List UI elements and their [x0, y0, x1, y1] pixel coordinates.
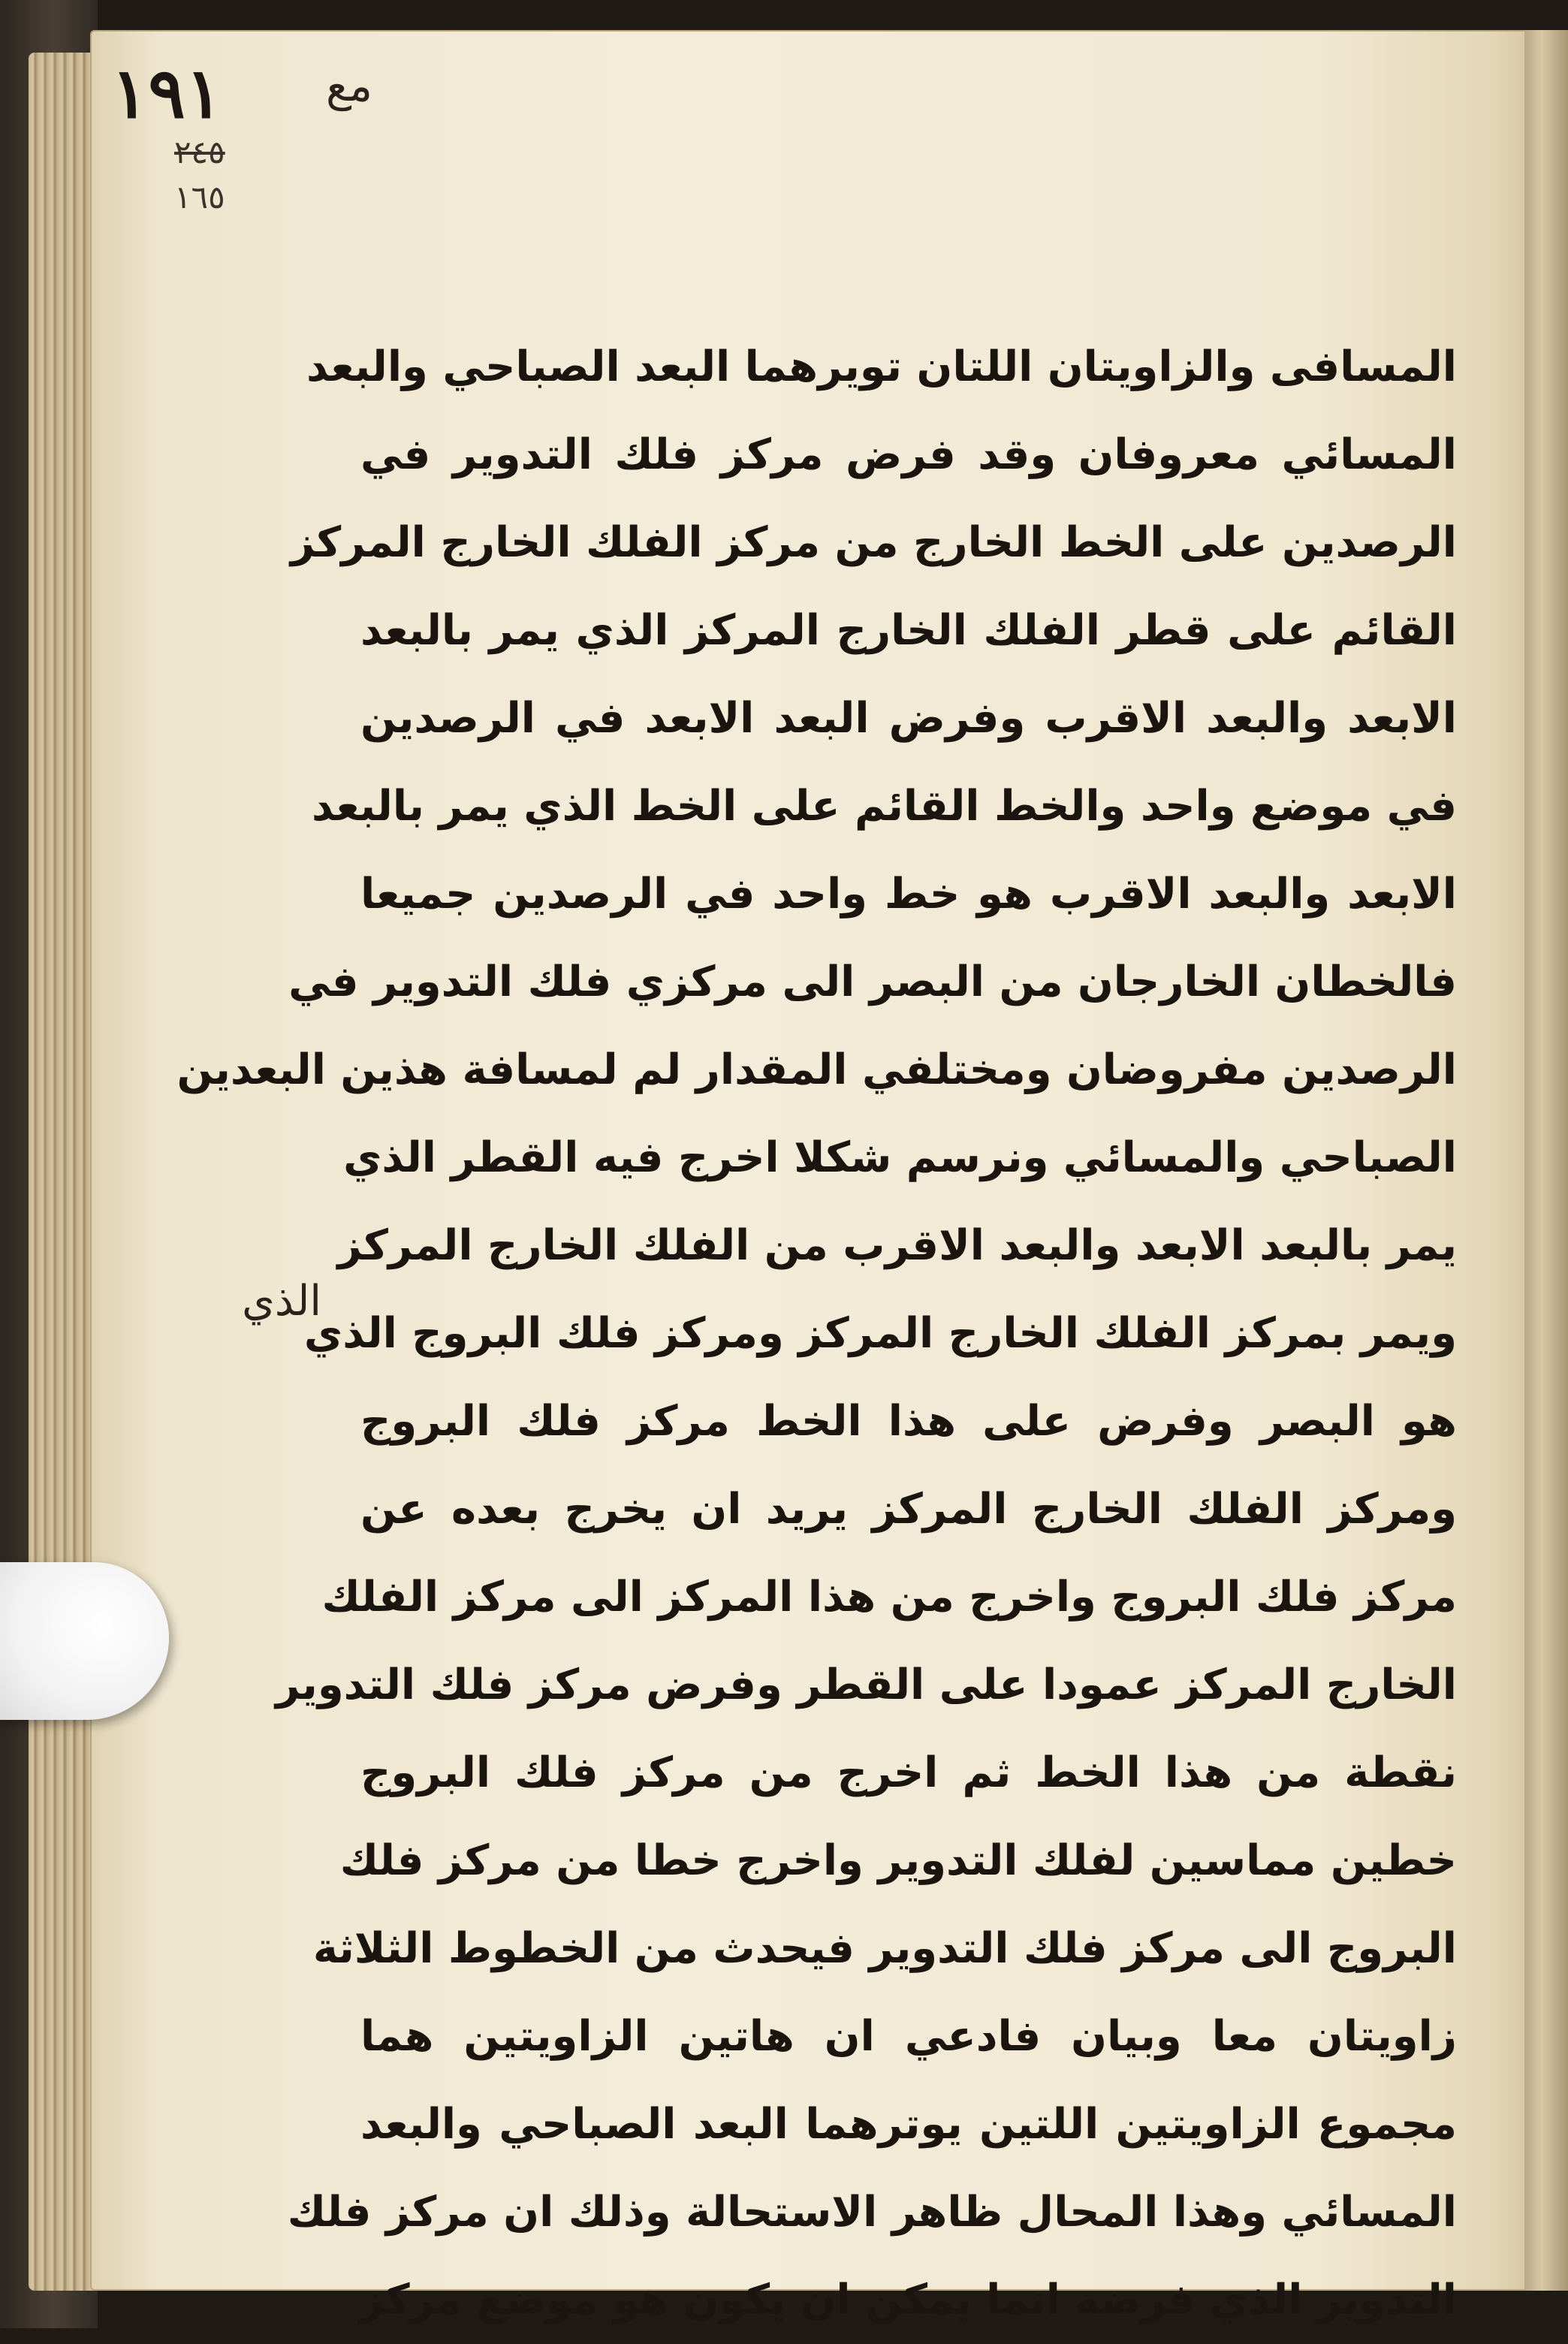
bookmark-tab — [0, 1562, 169, 1720]
text-line: القائم على قطر الفلك الخارج المركز الذي يمر بالبعد — [360, 606, 1457, 655]
text-line: فالخطان الخارجان من البصر الى مركزي فلك التدوير في — [288, 958, 1457, 1006]
text-line: الابعد والبعد الاقرب هو خط واحد في الرصدين جميعا — [360, 870, 1457, 919]
text-line: خطين مماسين لفلك التدوير واخرج خطا من مركز فلك — [339, 1836, 1457, 1885]
text-line: التدوير الذي فرضه انما يمكن ان يكون هو موضع مركز — [359, 2276, 1457, 2324]
text-line: نقطة من هذا الخط ثم اخرج من مركز فلك البروج — [360, 1748, 1457, 1797]
text-line: زاويتان معا وبيان فادعي ان هاتين الزاويتين هما — [360, 2012, 1457, 2061]
text-line: المسافى والزاويتان اللتان تويرهما البعد الصباحي والبعد — [306, 342, 1457, 391]
top-margin-note: مع — [326, 60, 372, 111]
text-line: الصباحي والمسائي ونرسم شكلا اخرج فيه القطر الذي — [343, 1133, 1457, 1182]
text-line: الابعد والبعد الاقرب وفرض البعد الابعد في الرصدين — [360, 694, 1457, 743]
text-line: البروج الى مركز فلك التدوير فيحدث من الخطوط الثلاثة — [312, 1924, 1457, 1973]
margin-correction-note: الذي — [242, 1277, 321, 1326]
text-line: الخارج المركز عمودا على القطر وفرض مركز فلك التدوير — [275, 1661, 1457, 1709]
text-line: مركز فلك البروج واخرج من هذا المركز الى مركز الفلك — [321, 1573, 1457, 1621]
text-line: يمر بالبعد الابعد والبعد الاقرب من الفلك الخارج المركز — [337, 1221, 1457, 1270]
text-line: المسائي معروفان وقد فرض مركز فلك التدوير في — [360, 430, 1457, 479]
struck-folio-number: ٢٤٥ — [174, 134, 225, 170]
text-line: المسائي وهذا المحال ظاهر الاستحالة وذلك ان مركز فلك — [287, 2188, 1457, 2237]
text-line: ويمر بمركز الفلك الخارج المركز ومركز فلك البروج الذي — [303, 1309, 1457, 1358]
text-line: مجموع الزاويتين اللتين يوترهما البعد الصباحي والبعد — [360, 2100, 1457, 2149]
text-line: ومركز الفلك الخارج المركز يريد ان يخرج بعده عن — [360, 1485, 1457, 1534]
folio-number: ١٩١ — [111, 53, 223, 134]
text-line: في موضع واحد والخط القائم على الخط الذي يمر بالبعد — [311, 782, 1457, 831]
manuscript-text-block — [176, 323, 1457, 2344]
text-line: هو البصر وفرض على هذا الخط مركز فلك البروج — [360, 1397, 1457, 1446]
text-line: الرصدين مفروضان ومختلفي المقدار لم لمسافة هذين البعدين — [176, 1045, 1457, 1094]
right-page-edge — [1524, 30, 1568, 2291]
page-stack-edge — [29, 53, 98, 2291]
corrected-folio-number: ١٦٥ — [174, 179, 225, 216]
text-line: الرصدين على الخط الخارج من مركز الفلك الخارج المركز — [290, 518, 1457, 567]
